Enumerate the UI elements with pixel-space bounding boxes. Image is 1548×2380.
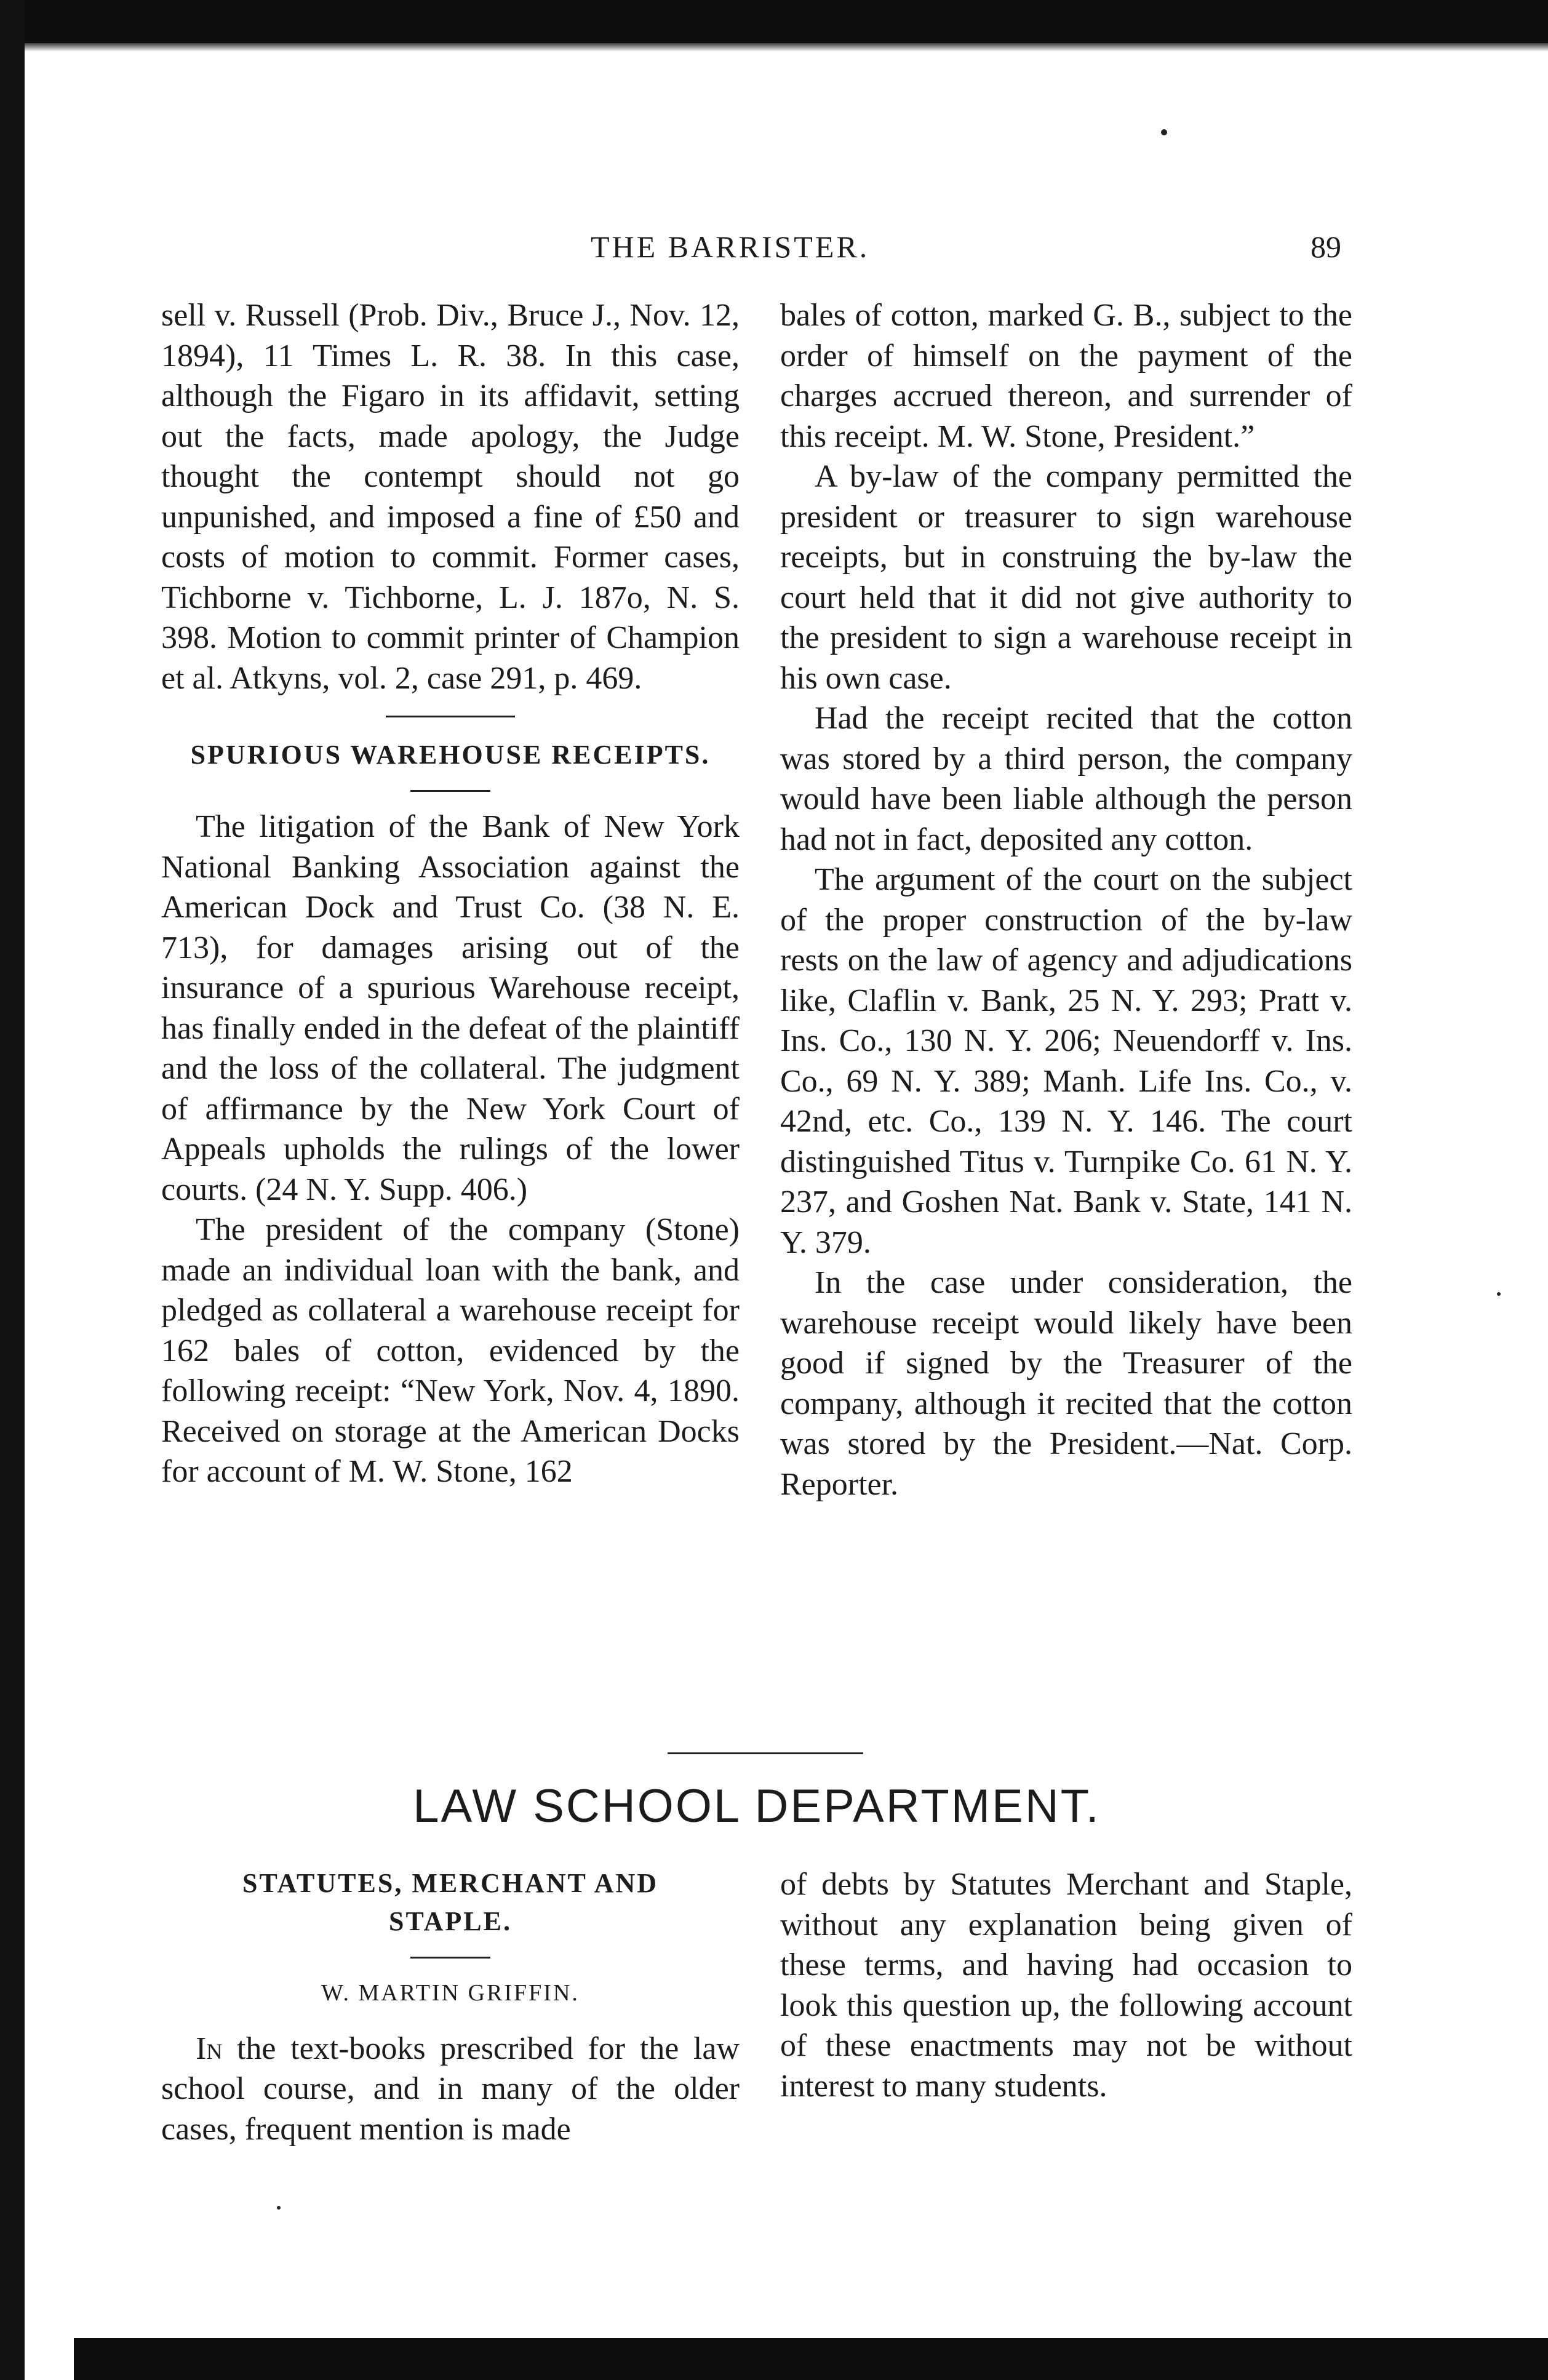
left-column-bottom: [161, 1864, 740, 2149]
section-divider: [386, 716, 515, 717]
intro-continuation-paragraph: of debts by Statutes Merchant and Staple, without any explanation being given of these terms, and having had occasion to look this question up, the following account of these enactments may not be without interest to many students.: [780, 1867, 1352, 2104]
president-loan-paragraph: The president of the company (Stone) made an individual loan with the bank, and pledged as collateral a warehouse receipt for 162 bales of cotton, evidenced by the following receipt: “New York, Nov. 4, 1890. Received on storage at the American Docks for account of M. W. Stone, 162: [161, 1212, 740, 1489]
scan-edge-top: [0, 0, 1548, 43]
author-byline: W. MARTIN GRIFFIN.: [321, 1980, 580, 2006]
law-school-department-title: LAW SCHOOL DEPARTMENT.: [413, 1780, 1101, 1832]
scan-edge-top-shadow: [0, 43, 1548, 52]
statutes-heading-line2: STAPLE.: [389, 1906, 512, 1936]
contempt-case-paragraph: sell v. Russell (Prob. Div., Bruce J., Nov. 12, 1894), 11 Times L. R. 38. In this case, although the Figaro in its affidavit, setting out the facts, made apology, the Judge thought the contempt should not go unpunished, and imposed a fine of £50 and costs of motion to commit. Former cases, Tichborne v. Tichborne, L. J. 187o, N. S. 398. Motion to commit printer of Champion et al. Atkyns, vol. 2, case 291, p. 469.: [161, 298, 740, 696]
right-column-bottom: [780, 1864, 1352, 2106]
third-person-paragraph: Had the receipt recited that the cotton was stored by a third person, the company would have been liable although the person had not in fact, deposited any cotton.: [780, 701, 1352, 857]
drop-initial: In: [196, 2031, 223, 2066]
heading-divider: [410, 790, 490, 792]
scan-speck: [277, 2206, 281, 2210]
running-head: [172, 229, 1341, 284]
intro-paragraph-text: the text-books prescribed for the law school course, and in many of the older cases, frequent mention is made: [161, 2031, 740, 2147]
heading-divider: [410, 1957, 490, 1959]
scan-edge-left: [0, 0, 25, 2380]
spurious-receipts-heading: SPURIOUS WAREHOUSE RECEIPTS.: [190, 740, 711, 770]
conclusion-paragraph: In the case under consideration, the warehouse receipt would likely have been good if signed by the Treasurer of the company, although it recited that the cotton was stored by the President.—Nat. Corp. Reporter.: [780, 1265, 1352, 1502]
scan-speck: [1161, 129, 1167, 135]
department-divider: [668, 1752, 863, 1754]
intro-paragraph: [161, 2029, 740, 2150]
left-column-top: [161, 295, 740, 1492]
agency-argument-paragraph: The argument of the court on the subject of the proper construction of the by-law rests on the law of agency and adjudications like, Claflin v. Bank, 25 N. Y. 293; Pratt v. Ins. Co., 130 N. Y. 206; Neuendorff v. Ins. Co., 69 N. Y. 389; Manh. Life Ins. Co., v. 42nd, etc. Co., 139 N. Y. 146. The court distinguished Titus v. Turnpike Co. 61 N. Y. 237, and Goshen Nat. Bank v. State, 141 N. Y. 379.: [780, 862, 1352, 1260]
running-title: THE BARRISTER.: [591, 230, 870, 264]
statutes-heading-line1: STATUTES, MERCHANT AND: [242, 1868, 658, 1898]
right-column-top: [780, 295, 1352, 1504]
scan-speck: [1497, 1292, 1501, 1296]
page-number: 89: [1311, 230, 1341, 264]
litigation-paragraph: The litigation of the Bank of New York National Banking Association against the American Dock and Trust Co. (38 N. E. 713), for damages arising out of the insurance of a spurious Warehouse receipt, has finally ended in the defeat of the plaintiff and the loss of the collateral. The judgment of affirmance by the New York Court of Appeals upholds the rulings of the lower courts. (24 N. Y. Supp. 406.): [161, 809, 740, 1207]
receipt-continuation-paragraph: bales of cotton, marked G. B., subject to the order of himself on the payment of the charges accrued thereon, and surrender of this receipt. M. W. Stone, President.”: [780, 298, 1352, 454]
scan-edge-bottom: [74, 2338, 1548, 2380]
bylaw-paragraph: A by-law of the company permitted the president or treasurer to sign warehouse receipts, but in construing the by-law the court held that it did not give authority to the president to sign a warehouse receipt in his own case.: [780, 459, 1352, 696]
